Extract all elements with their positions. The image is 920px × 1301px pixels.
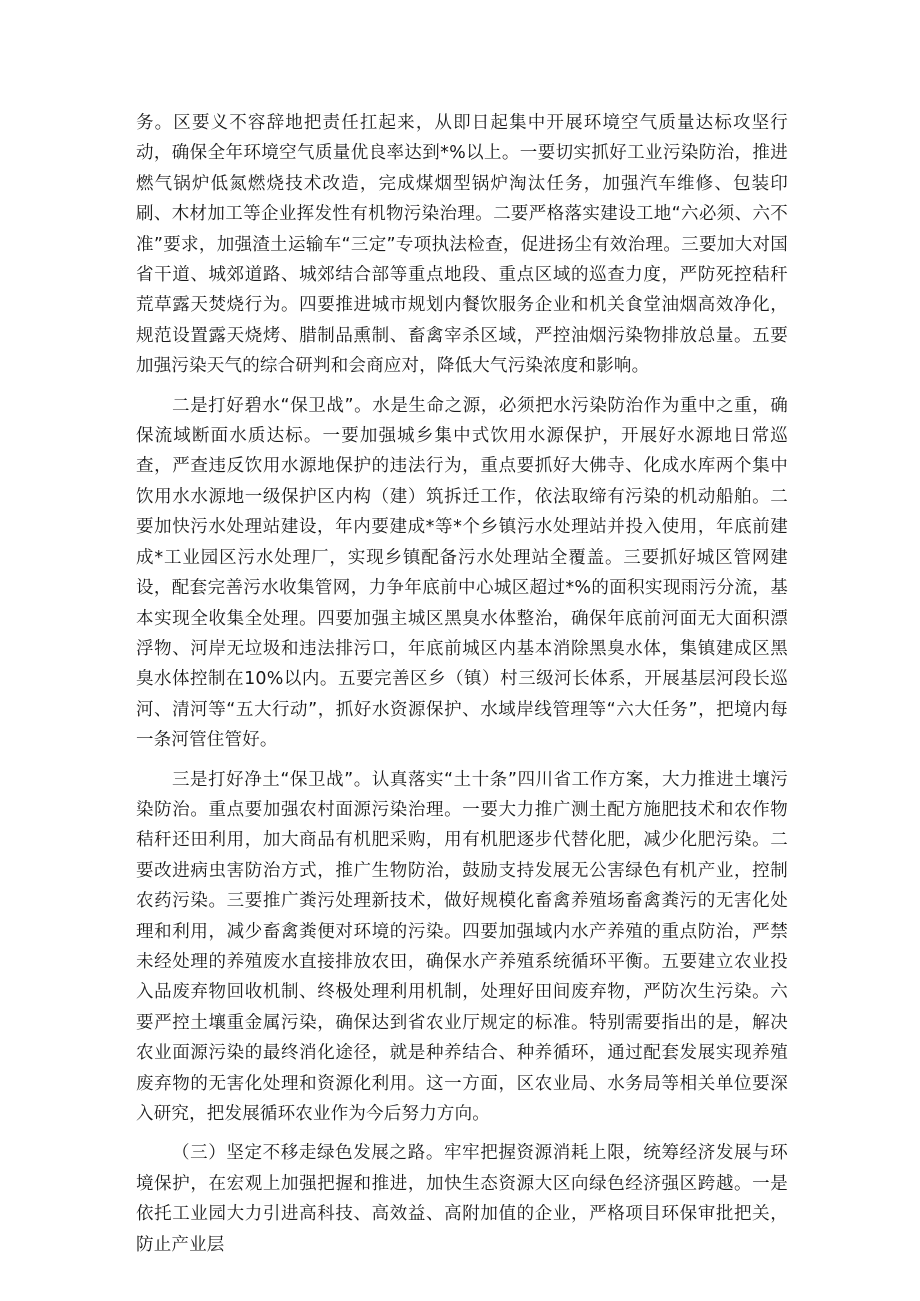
- paragraph-water-defense: 二是打好碧水“保卫战”。水是生命之源，必须把水污染防治作为重中之重，确保流域断面水质达标。一要加强城乡集中式饮用水源保护，开展好水源地日常巡查，严查违反饮用水源地保护的违法行为，重点要抓好大佛寺、化成水库两个集中饮用水水源地一级保护区内构（建）筑拆迁工作，依法取缔有污染的机动船舶。二要加快污水处理站建设，年内要建成*等*个乡镇污水处理站并投入使用，年底前建成*工业园区污水处理厂，实现乡镇配备污水处理站全覆盖。三要抓好城区管网建设，配套完善污水收集管网，力争年底前中心城区超过*%的面积实现雨污分流，基本实现全收集全处理。四要加强主城区黑臭水体整治，确保年底前河面无大面积漂浮物、河岸无垃圾和违法排污口，年底前城区内基本消除黑臭水体，集镇建成区黑臭水体控制在10%以内。五要完善区乡（镇）村三级河长体系，开展基层河段长巡河、清河等“五大行动”，抓好水资源保护、水域岸线管理等“六大任务”，把境内每一条河管住管好。: [136, 395, 788, 751]
- document-body: [136, 108, 788, 1260]
- paragraph-green-development: （三）坚定不移走绿色发展之路。牢牢把握资源消耗上限，统筹经济发展与环境保护，在宏观上加强把握和推进，加快生态资源大区向绿色经济强区跨越。一是依托工业园大力引进高科技、高效益、高附加值的企业，严格项目环保审批把关，防止产业层: [136, 1143, 788, 1255]
- paragraph-air-continuation: 务。区要义不容辞地把责任扛起来，从即日起集中开展环境空气质量达标攻坚行动，确保全年环境空气质量优良率达到*%以上。一要切实抓好工业污染防治，推进燃气锅炉低氮燃烧技术改造，完成煤烟型锅炉淘汰任务，加强汽车维修、包装印刷、木材加工等企业挥发性有机物污染治理。二要严格落实建设工地“六必须、六不准”要求，加强渣土运输车“三定”专项执法检查，促进扬尘有效治理。三要加大对国省干道、城郊道路、城郊结合部等重点地段、重点区域的巡查力度，严防死控秸秆荒草露天焚烧行为。四要推进城市规划内餐饮服务企业和机关食堂油烟高效净化，规范设置露天烧烤、腊制品熏制、畜禽宰杀区域，严控油烟污染物排放总量。五要加强污染天气的综合研判和会商应对，降低大气污染浓度和影响。: [136, 113, 788, 377]
- paragraph-soil-defense: 三是打好净土“保卫战”。认真落实“土十条”四川省工作方案，大力推进土壤污染防治。重点要加强农村面源污染治理。一要大力推广测土配方施肥技术和农作物秸秆还田利用，加大商品有机肥采购，用有机肥逐步代替化肥，减少化肥污染。二要改进病虫害防治方式，推广生物防治，鼓励支持发展无公害绿色有机产业，控制农药污染。三要推广粪污处理新技术，做好规模化畜禽养殖场畜禽粪污的无害化处理和利用，减少畜禽粪便对环境的污染。四要加强域内水产养殖的重点防治，严禁未经处理的养殖废水直接排放农田，确保水产养殖系统循环平衡。五要建立农业投入品废弃物回收机制、终极处理利用机制，处理好田间废弃物，严防次生污染。六要严控土壤重金属污染，确保达到省农业厅规定的标准。特别需要指出的是，解决农业面源污染的最终消化途径，就是种养结合、种养循环，通过配套发展实现养殖废弃物的无害化处理和资源化利用。这一方面，区农业局、水务局等相关单位要深入研究，把发展循环农业作为今后努力方向。: [136, 769, 788, 1124]
